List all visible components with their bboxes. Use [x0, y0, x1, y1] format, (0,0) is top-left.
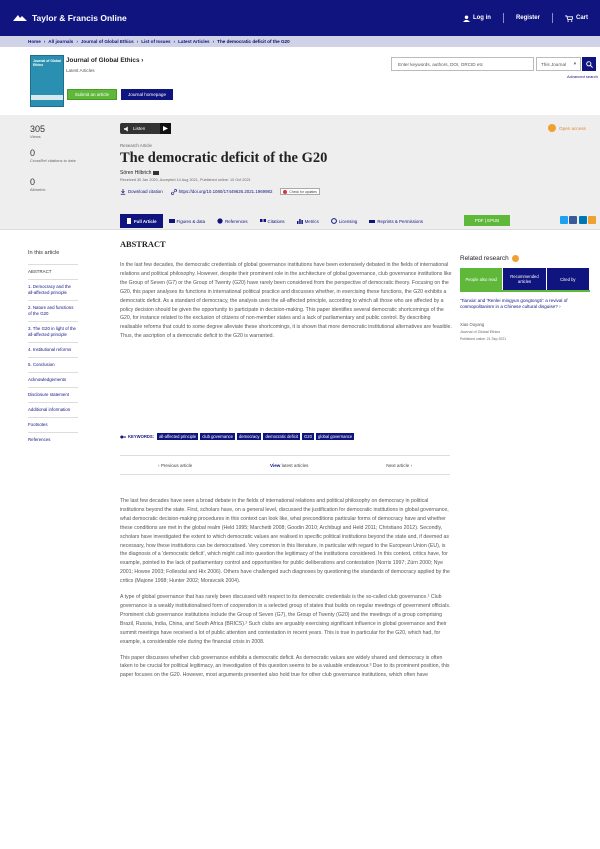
view-latest-link[interactable]	[270, 463, 308, 468]
nav-divider	[552, 13, 553, 23]
bar-chart-icon	[297, 218, 303, 224]
site-logo[interactable]	[12, 13, 127, 23]
tab-people-also-read[interactable]: People also read	[460, 268, 502, 290]
image-icon	[169, 218, 175, 224]
twitter-icon[interactable]	[560, 216, 568, 224]
doi-link-icon	[171, 189, 177, 195]
keyword-tag[interactable]: democracy	[238, 434, 260, 439]
journal-title[interactable]: Journal of Global Ethics ›	[66, 57, 144, 64]
next-article-link[interactable]	[386, 463, 412, 468]
linkedin-icon[interactable]	[579, 216, 587, 224]
speaker-icon	[124, 126, 130, 132]
article-dates: Received 30 Jan 2020, Accepted 14 Aug 2021, Published online: 10 Oct 2021	[120, 178, 251, 182]
advanced-search-link[interactable]: Advanced search	[567, 74, 598, 79]
keyword-tag[interactable]: club governance	[202, 434, 233, 439]
article-links	[120, 188, 320, 195]
tab-citations[interactable]	[254, 214, 291, 228]
register-label: Register	[515, 15, 540, 21]
crossref-label: CrossRef citations to date	[30, 158, 76, 163]
tab-references[interactable]	[211, 214, 253, 228]
references-icon	[217, 218, 223, 224]
related-article-journal: Journal of Global Ethics	[460, 330, 501, 334]
download-citation-link[interactable]: Download citation	[128, 189, 163, 194]
altmetric-count: 0	[30, 177, 36, 187]
metric-crossref[interactable]	[30, 148, 82, 163]
register-link[interactable]	[516, 15, 540, 21]
brand-name: Taylor & Francis Online	[32, 13, 127, 23]
cart-icon	[565, 15, 573, 22]
abstract-heading: ABSTRACT	[120, 240, 166, 249]
tab-label: Reprints & Permissions	[377, 218, 423, 224]
chevron-down-icon: ▾	[573, 61, 576, 66]
keywords	[120, 433, 356, 440]
tab-label: References	[225, 218, 248, 224]
key-icon	[120, 434, 126, 440]
cover-title: Journal of Global Ethics	[33, 59, 61, 67]
crossmark-badge[interactable]	[280, 188, 320, 195]
tab-metrics[interactable]	[291, 214, 325, 228]
login-link[interactable]	[463, 15, 491, 22]
breadcrumb-latest[interactable]: Latest Articles	[178, 39, 210, 44]
journal-homepage-button[interactable]: Journal homepage	[121, 89, 173, 100]
listen-label: Listen	[133, 126, 146, 131]
scope-value: This Journal	[541, 61, 567, 67]
tab-label: Metrics	[304, 218, 319, 224]
breadcrumb-journal[interactable]: Journal of Global Ethics	[80, 39, 134, 44]
nav-divider	[503, 13, 504, 23]
cart-link[interactable]	[565, 15, 588, 22]
tab-label: Figures & data	[176, 218, 206, 224]
toc-item-section-3[interactable]: 3. The G20 in light of the all-affected principle	[28, 321, 78, 342]
views-label: Views	[30, 134, 41, 139]
body-paragraph: The last few decades have seen a broad debate in the fields of international relations and political philosophy on democracy in political institutions beyond the state. First, scholars have, on a general level, discussed the justification for democratic institutions in global governance, what democratic decision-making procedures in this context can look like, what preconditions particular forms of democracy have and whether these conditions are met in the global realm (Held 1995; Marchetti 2008; Goodin 2010; Archibugi and Held 2011; Christiano 2012). Secondly, scholars have investigated the extent to which democratic values are realised in specific political institutions beyond the state and, if deemed as necessary, how these institutions can be democratised. Very common in this literature, in particular with regard to the European Union (EU), is the diagnosis of a 'democratic deficit', which might call into question the legitimacy of the institutions considered. In this context, critics have, for example, pointed to the lack of parliamentary control and opportunities for public deliberations and contestation (Norris 1997; Zürn 2000; Nye 2001; Howse 2003; Follesdal and Hix 2006). Others have challenged such diagnoses by questioning the standards of democracy applied by the critics (Majone 1998; Hunter 2002; Moravcsik 2004).	[120, 498, 450, 585]
tab-full-article[interactable]	[120, 214, 163, 228]
chevron-right-icon: ›	[559, 304, 561, 309]
previous-article-label: Previous article	[160, 462, 193, 468]
toc-item-acknowledgements[interactable]: Acknowledgements	[28, 372, 78, 387]
share-buttons	[558, 216, 596, 224]
open-access-icon	[548, 124, 556, 132]
login-label: Log in	[472, 15, 491, 21]
search-input[interactable]: Enter keywords, authors, DOI, ORCID etc	[391, 57, 534, 71]
keyword-tag[interactable]: all-affected principle	[159, 434, 197, 439]
keyword-tag[interactable]: democratic deficit	[265, 434, 299, 439]
body-paragraph: A type of global governance that has rarely been discussed with respect to its democratic credentials is the so-called club governance.¹ Club governance is a weakly institutionalised form of cooperation in a selected group of states that builds on regular meetings of government officials. Prominent club governance institutions include the Group of Seven (G7), the Group of Twenty (G20) and the meetings of a group comprising Brazil, Russia, India, China, and South Africa (BRICS).² Such clubs are arguably exercising significant influence in global governance and their summit meetings have received a lot of public attention and contestation in recent years. This is true in particular for the G20, which had, for example, a considerable role during the financial crisis in 2008.	[120, 594, 451, 645]
listen-button[interactable]	[120, 123, 171, 134]
search-icon	[586, 61, 593, 68]
toc-item-section-5[interactable]: 5. Conclusion	[28, 357, 78, 372]
views-count: 305	[30, 124, 46, 134]
user-icon	[463, 15, 470, 22]
article-pager	[120, 455, 450, 475]
keyword-tag[interactable]: global governance	[317, 434, 353, 439]
tab-cited-by[interactable]: Cited by	[547, 268, 589, 290]
chevron-right-icon: ›	[409, 462, 412, 468]
previous-article-link[interactable]	[158, 463, 192, 468]
tab-figures[interactable]	[163, 214, 212, 228]
chevron-left-icon: ‹	[158, 462, 161, 468]
next-article-label: Next article	[386, 462, 410, 468]
altmetric-label: Altmetric	[30, 187, 46, 192]
crossmark-icon	[283, 190, 287, 194]
body-paragraph: This paper discusses whether club governance exhibits a democratic deficit. As democratic values are widely shared and democracy is often taken to be crucial for political legitimacy, an investigation of this question seems to be a valuable endeavour.³ Due to its prominent position, this paper focuses on the G20. However, most arguments presented also hold true for other club governance institutions, which often have	[120, 654, 450, 679]
related-article-date: Published online: 21 Sep 2021	[460, 337, 506, 341]
metric-views	[30, 124, 45, 139]
article-title: The democratic deficit of the G20	[120, 150, 328, 166]
metric-altmetric[interactable]	[30, 177, 46, 192]
article-body	[120, 497, 452, 687]
abstract-text: In the last few decades, the democratic credentials of global governance institutions have been extensively debated in the fields of international relations and political philosophy. However, despite their prominent role in the architecture of global governance, club governance institutions like the Group of Seven (G7) or the Group of Twenty (G20) have rarely been considered from the perspective of democratic theory. Focusing on the G20, this paper analyses its functions in international political practice and discusses whether, in exercising these functions, the G20 exhibits a democratic deficit. As a standard of democracy, the analysis uses the all-affected principle, according to which all those who are affected by a policy decision should be given the opportunity to participate in decision-making. This paper identifies several democratic shortcomings of the G20, for instance related to the exclusion of citizens of non-member states and a lack of parliamentary and public control. By describing realisable reforms that could to some degree alleviate these shortcomings, it is shown that more democratic institutional alternatives are feasible. Thus, the ascription of a democratic deficit to the G20 is warranted.	[120, 262, 452, 340]
open-access-badge	[548, 124, 586, 132]
toc-item-abstract[interactable]: ABSTRACT	[28, 264, 78, 279]
search-button[interactable]	[582, 57, 596, 71]
facebook-icon[interactable]	[569, 216, 577, 224]
crossmark-label: Check for updates	[289, 189, 317, 194]
tf-logo-icon	[12, 13, 28, 23]
download-icon	[120, 189, 126, 195]
cover-band	[31, 95, 63, 100]
article-header	[0, 115, 600, 230]
toc-item-section-1[interactable]: 1. Democracy and the all-affected principle	[28, 279, 78, 300]
pdf-epub-button[interactable]: PDF | EPUB	[464, 215, 510, 226]
related-research	[460, 255, 590, 341]
breadcrumb-home[interactable]: Home	[28, 39, 41, 44]
toc-item-footnotes[interactable]: Footnotes	[28, 417, 78, 432]
doi-link[interactable]: https://doi.org/10.1080/17449626.2021.1969982	[178, 189, 273, 194]
toc-item-section-2[interactable]: 2. Nature and functions of the G20	[28, 300, 78, 321]
journal-cover[interactable]	[30, 55, 64, 107]
print-icon	[369, 218, 375, 224]
crossref-count: 0	[30, 148, 36, 158]
license-icon	[331, 218, 337, 224]
breadcrumb-separator: ›	[136, 39, 139, 44]
toc-item-additional-info[interactable]: Additional information	[28, 402, 78, 417]
document-icon	[126, 218, 132, 224]
toc-item-disclosure[interactable]: Disclosure statement	[28, 387, 78, 402]
quote-icon	[260, 218, 266, 224]
breadcrumb	[0, 36, 600, 47]
latest-articles-label: latest articles	[280, 462, 309, 468]
breadcrumb-issues[interactable]: List of Issues	[141, 39, 171, 44]
open-access-label: Open access	[559, 125, 586, 131]
keywords-label: KEYWORDS:	[128, 434, 155, 439]
related-article-author: Xiao Ouyang	[460, 322, 485, 327]
article-tabs	[120, 214, 429, 228]
breadcrumb-separator: ›	[212, 39, 215, 44]
view-label: View	[269, 462, 281, 468]
tab-licensing[interactable]	[325, 214, 364, 228]
cart-label: Cart	[575, 15, 588, 21]
submit-article-button[interactable]: Submit an article	[67, 89, 117, 100]
breadcrumb-separator: ›	[173, 39, 176, 44]
related-heading: Related research	[460, 255, 590, 262]
tab-label: Full Article	[134, 218, 157, 224]
breadcrumb-separator: ›	[43, 39, 46, 44]
author-name[interactable]: Sören Hilbrich	[120, 170, 159, 176]
toc-heading: In this article	[28, 250, 60, 256]
toc-item-section-4[interactable]: 4. Institutional reforms	[28, 342, 78, 357]
breadcrumb-current: The democratic deficit of the G20	[217, 39, 290, 44]
play-icon	[160, 123, 171, 134]
search-scope-select[interactable]	[536, 57, 581, 71]
journal-subtitle: Latest Articles	[66, 68, 95, 73]
keyword-tag[interactable]: G20	[304, 434, 312, 439]
info-icon[interactable]	[512, 255, 519, 262]
article-type: Research Article	[120, 143, 152, 148]
table-of-contents	[28, 250, 78, 447]
related-tabs	[460, 268, 590, 290]
toc-item-references[interactable]: References	[28, 432, 78, 447]
tab-reprints[interactable]	[363, 214, 429, 228]
related-article	[460, 290, 590, 341]
tab-recommended[interactable]: Recommended articles	[503, 268, 545, 290]
top-nav	[451, 13, 588, 23]
tab-label: Citations	[267, 218, 285, 224]
related-article-title[interactable]: 'Tianxia' and 'Renlei mingyun gongtongti': a revival of cosmopolitanism in a Chinese cultural disguise? ›	[460, 298, 568, 309]
email-icon	[153, 171, 159, 175]
site-header	[0, 0, 600, 36]
breadcrumb-separator: ›	[76, 39, 78, 44]
breadcrumb-all-journals[interactable]: All journals	[48, 39, 74, 44]
more-share-icon[interactable]	[588, 216, 596, 224]
tab-label: Licensing	[338, 218, 358, 224]
